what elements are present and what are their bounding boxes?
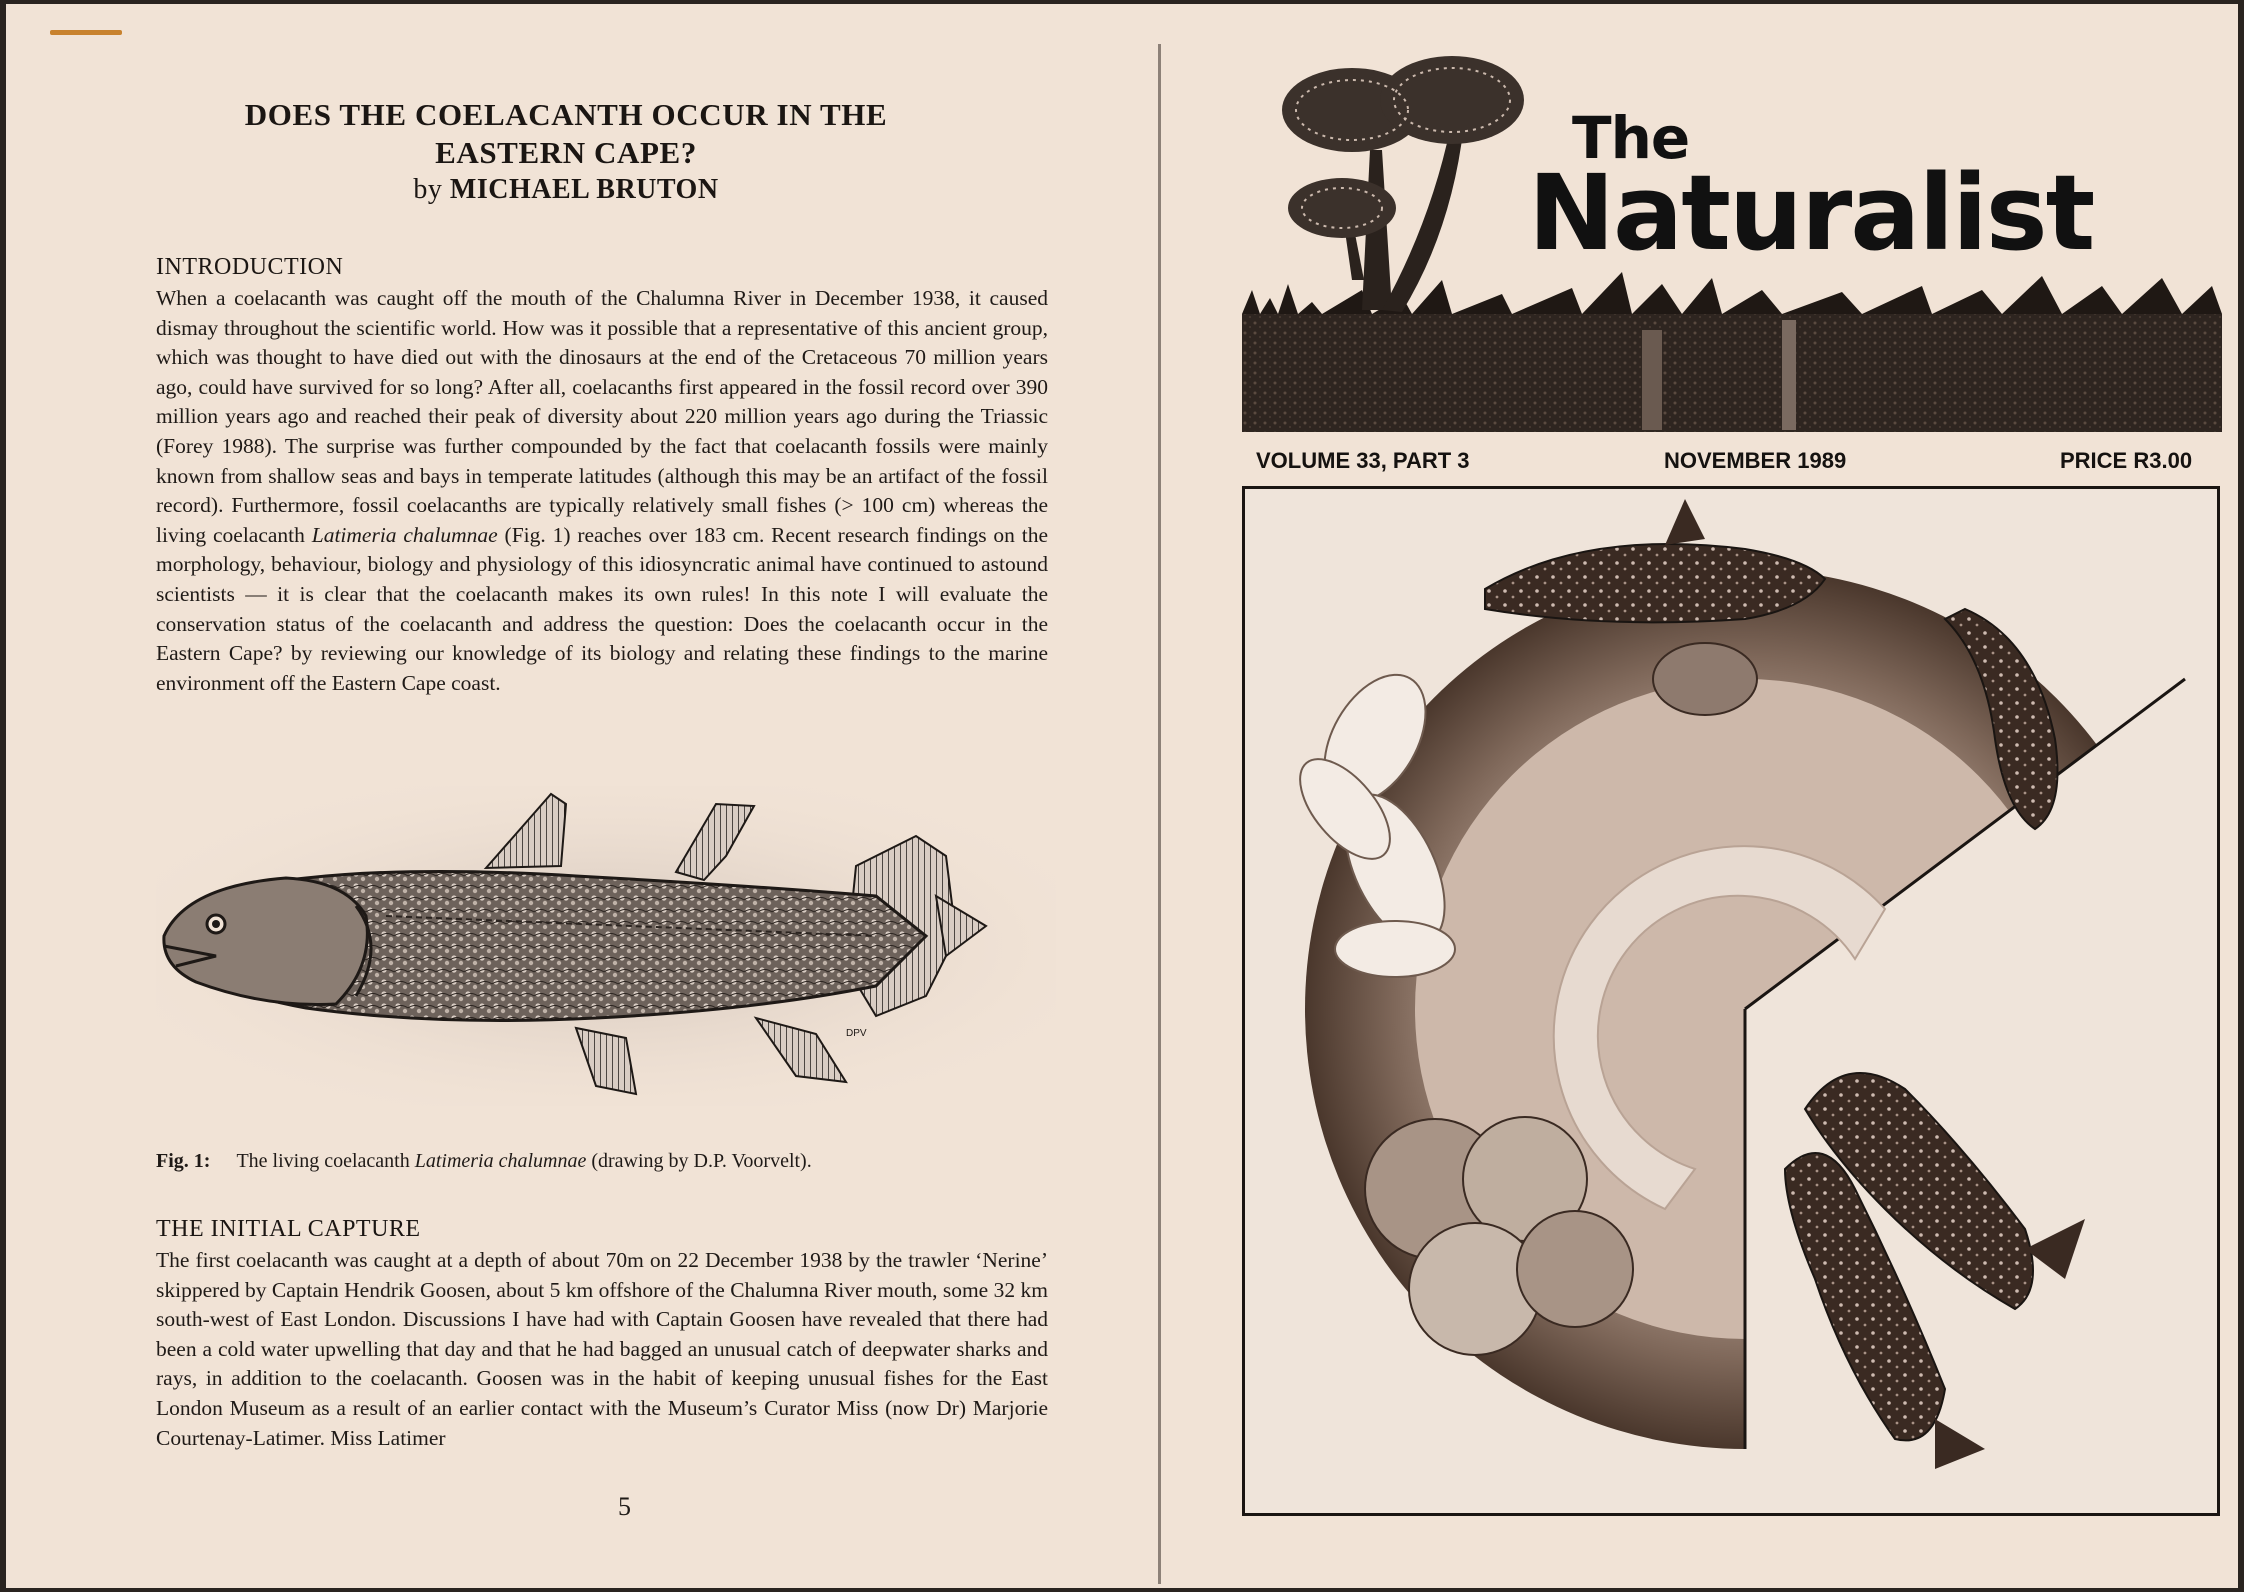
article-byline — [166, 174, 966, 206]
magazine-spread — [6, 4, 2238, 1588]
staple-mark — [50, 30, 122, 35]
masthead-title: Naturalist — [1528, 152, 2094, 274]
article-page — [6, 4, 1166, 1588]
article-title-line2: EASTERN CAPE? — [435, 135, 697, 170]
intro-text-a: When a coelacanth was caught off the mouth of the Chalumna River in December 1938, it caused dismay throughout the scientific world. How was it possible that a representative of this ancient group, which was thought to have died out with the dinosaurs at the end of the Cretaceous 70 million years ago, could have survived for so long? After all, coelacanths first appeared in the fossil record over 390 million years ago and reached their peak of diversity about 220 million years ago during the Triassic (Forey 1988). The surprise was further compounded by the fact that coelacanth fossils were mainly known from shallow seas and bays in temperate latitudes (although this may be an artifact of the fossil record). Furthermore, fossil coelacanths are typically relatively small fishes (> 100 cm) whereas the living coelacanth — [156, 286, 1048, 547]
capture-paragraph: The first coelacanth was caught at a depth of about 70m on 22 December 1938 by the trawler ‘Nerine’ skippered by Captain Hendrik Goosen, about 5 km offshore of the Chalumna River mouth, some 32 km south-west of East London. Discussions I have had with Captain Goosen have revealed that there had been a cold water upwelling that day and that he had bagged an unusual catch of deepwater sharks and rays, in addition to the coelacanth. Goosen was in the habit of keeping unusual fishes for the East London Museum as a result of an earlier contact with the Museum’s Curator Miss (now Dr) Marjorie Courtenay-Latimer. Miss Latimer — [156, 1248, 1048, 1450]
caption-text-b: (drawing by D.P. Voorvelt). — [586, 1150, 812, 1172]
figure-caption — [156, 1150, 1036, 1173]
intro-species-name: Latimeria chalumnae — [311, 522, 498, 547]
author-name: MICHAEL BRUTON — [449, 174, 719, 205]
intro-text-b: (Fig. 1) reaches over 183 cm. Recent research findings on the morphology, behaviour, biology and physiology of this idiosyncratic animal have continued to astound scientists — it is clear that the coelacanth makes its own rules! In this note I will evaluate the conservation status of the coelacanth and address the question: Does the coelacanth occur in the Eastern Cape? by reviewing our knowledge of its biology and relating these findings to the marine environment off the Eastern Cape coast. — [156, 522, 1048, 695]
price-label: PRICE R3.00 — [2060, 448, 2193, 473]
page-number: 5 — [618, 1492, 631, 1521]
cover-illustration — [1242, 486, 2220, 1516]
byline-prefix: by — [413, 174, 443, 205]
caption-label: Fig. 1: — [156, 1150, 211, 1172]
issue-date: NOVEMBER 1989 — [1664, 448, 1847, 473]
intro-heading: INTRODUCTION — [156, 254, 344, 280]
article-title-line1: DOES THE COELACANTH OCCUR IN THE — [244, 97, 888, 132]
article-title — [166, 96, 966, 172]
volume-label: VOLUME 33, PART 3 — [1256, 448, 1470, 473]
spine-fold — [1158, 44, 1161, 1584]
capture-heading: THE INITIAL CAPTURE — [156, 1216, 421, 1242]
caption-text-a: The living coelacanth — [236, 1150, 415, 1172]
caption-species: Latimeria chalumnae — [414, 1150, 587, 1172]
intro-paragraph — [156, 284, 1048, 698]
masthead-the: The — [1572, 104, 1690, 172]
svg-text:DPV: DPV — [846, 1028, 867, 1039]
coelacanth-illustration — [156, 786, 1056, 1106]
